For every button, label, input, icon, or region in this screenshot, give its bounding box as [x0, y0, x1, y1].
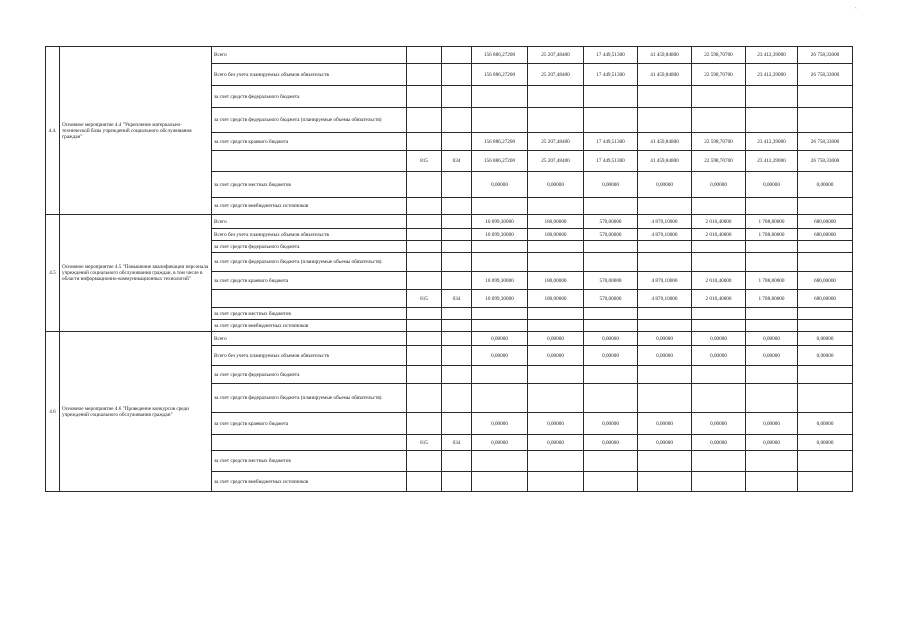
amount-total: 0,00000 [472, 435, 528, 451]
amount-year [798, 241, 853, 253]
rz-code [442, 384, 472, 413]
grbs-code [407, 451, 442, 472]
amount-year: 4 870,10000 [638, 215, 692, 229]
amount-year [528, 366, 584, 384]
grbs-code [407, 47, 442, 64]
block-index: 4.6 [46, 332, 60, 492]
amount-year: 17 449,51300 [584, 151, 638, 172]
amount-year [584, 198, 638, 215]
amount-total [472, 451, 528, 472]
amount-year [798, 108, 853, 133]
amount-total [472, 366, 528, 384]
row-label: за счет средств федерального бюджета [212, 366, 407, 384]
amount-year [692, 384, 746, 413]
row-label: за счет средств внебюджетных источников [212, 198, 407, 215]
amount-total: 156 886,27200 [472, 133, 528, 151]
rz-code [442, 346, 472, 366]
amount-total: 156 886,27200 [472, 151, 528, 172]
row-label [212, 290, 407, 308]
rz-code [442, 472, 472, 492]
amount-year: 25 207,48400 [528, 133, 584, 151]
amount-year [638, 366, 692, 384]
page-mark: ` [854, 8, 857, 15]
amount-year [638, 86, 692, 108]
amount-year [528, 108, 584, 133]
rz-code [442, 198, 472, 215]
amount-year [746, 86, 798, 108]
amount-year: 0,00000 [798, 413, 853, 435]
row-label: за счет средств местных бюджетов [212, 172, 407, 198]
amount-total [472, 384, 528, 413]
amount-year: 0,00000 [638, 413, 692, 435]
amount-year: 22 598,70700 [692, 151, 746, 172]
amount-year [746, 451, 798, 472]
rz-code [442, 215, 472, 229]
amount-year [528, 198, 584, 215]
amount-year: 680,00000 [798, 272, 853, 290]
grbs-code [407, 366, 442, 384]
rz-code [442, 108, 472, 133]
row-label [212, 151, 407, 172]
amount-year: 680,00000 [798, 229, 853, 241]
amount-year: 0,00000 [692, 413, 746, 435]
amount-year: 41 459,84800 [638, 151, 692, 172]
amount-year [528, 384, 584, 413]
amount-year: 41 459,84800 [638, 47, 692, 64]
amount-total: 0,00000 [472, 332, 528, 346]
amount-year: 17 449,51300 [584, 64, 638, 86]
grbs-code [407, 215, 442, 229]
amount-year [528, 320, 584, 332]
amount-year [692, 366, 746, 384]
amount-year [746, 108, 798, 133]
amount-total: 0,00000 [472, 172, 528, 198]
row-label: за счет средств федерального бюджета (планируемые объемы обязательств) [212, 108, 407, 133]
amount-year [638, 472, 692, 492]
amount-year: 570,00000 [584, 229, 638, 241]
amount-year [692, 320, 746, 332]
amount-year: 1 788,80000 [746, 229, 798, 241]
amount-year [584, 241, 638, 253]
amount-year: 17 449,51300 [584, 47, 638, 64]
budget-table [45, 46, 853, 492]
rz-code: 034 [442, 435, 472, 451]
grbs-code [407, 86, 442, 108]
amount-total: 0,00000 [472, 413, 528, 435]
amount-year: 2 010,40000 [692, 272, 746, 290]
amount-year [746, 241, 798, 253]
rz-code [442, 320, 472, 332]
amount-year: 23 412,39000 [746, 133, 798, 151]
row-label: за счет средств федерального бюджета [212, 86, 407, 108]
amount-year: 0,00000 [746, 435, 798, 451]
amount-year [528, 451, 584, 472]
amount-year: 4 870,10000 [638, 290, 692, 308]
amount-year [638, 320, 692, 332]
amount-year [584, 108, 638, 133]
amount-year: 0,00000 [798, 172, 853, 198]
amount-year [638, 308, 692, 320]
amount-total: 156 886,27200 [472, 64, 528, 86]
grbs-code [407, 253, 442, 272]
rz-code [442, 366, 472, 384]
rz-code [442, 308, 472, 320]
amount-year: 680,00000 [798, 290, 853, 308]
rz-code [442, 172, 472, 198]
rz-code [442, 241, 472, 253]
block-title: Основное мероприятие 4.4 "Укрепление материально-технической базы учреждений социального обслуживания граждан" [60, 47, 212, 215]
amount-year: 0,00000 [638, 172, 692, 198]
rz-code [442, 253, 472, 272]
amount-year [638, 451, 692, 472]
rz-code [442, 229, 472, 241]
amount-year: 180,00000 [528, 215, 584, 229]
amount-year [692, 241, 746, 253]
amount-year: 1 788,80000 [746, 272, 798, 290]
amount-year: 25 207,48400 [528, 151, 584, 172]
table-row [46, 47, 853, 64]
amount-year [692, 451, 746, 472]
amount-year: 180,00000 [528, 290, 584, 308]
grbs-code [407, 241, 442, 253]
amount-year: 0,00000 [692, 172, 746, 198]
amount-year [746, 253, 798, 272]
amount-year: 2 010,40000 [692, 215, 746, 229]
table-row [46, 332, 853, 346]
amount-year: 26 758,33000 [798, 151, 853, 172]
amount-year [584, 384, 638, 413]
amount-year [798, 472, 853, 492]
amount-total [472, 472, 528, 492]
amount-total [472, 198, 528, 215]
rz-code [442, 133, 472, 151]
amount-year: 17 449,51300 [584, 133, 638, 151]
amount-year [798, 384, 853, 413]
amount-year [528, 472, 584, 492]
amount-total: 156 886,27200 [472, 47, 528, 64]
row-label: за счет средств федерального бюджета [212, 241, 407, 253]
amount-year: 570,00000 [584, 215, 638, 229]
amount-total [472, 108, 528, 133]
amount-year: 23 412,39000 [746, 151, 798, 172]
amount-year [528, 86, 584, 108]
amount-year: 680,00000 [798, 215, 853, 229]
rz-code [442, 64, 472, 86]
amount-year [746, 308, 798, 320]
grbs-code [407, 108, 442, 133]
amount-year [584, 451, 638, 472]
amount-year: 0,00000 [692, 346, 746, 366]
rz-code: 034 [442, 290, 472, 308]
amount-year: 0,00000 [528, 346, 584, 366]
amount-year [584, 308, 638, 320]
amount-year: 1 788,80000 [746, 215, 798, 229]
amount-year [638, 253, 692, 272]
amount-year: 180,00000 [528, 229, 584, 241]
amount-year: 1 788,80000 [746, 290, 798, 308]
amount-year: 0,00000 [528, 172, 584, 198]
amount-year: 0,00000 [528, 435, 584, 451]
table-row [46, 215, 853, 229]
row-label: за счет средств внебюджетных источников [212, 320, 407, 332]
row-label: за счет средств федерального бюджета (планируемые объемы обязательств) [212, 253, 407, 272]
amount-year: 22 598,70700 [692, 133, 746, 151]
amount-year: 0,00000 [746, 332, 798, 346]
amount-year: 0,00000 [798, 346, 853, 366]
amount-year: 23 412,39000 [746, 64, 798, 86]
amount-year: 0,00000 [692, 435, 746, 451]
row-label: за счет средств краевого бюджета [212, 133, 407, 151]
row-label: Всего [212, 332, 407, 346]
table-body [46, 47, 853, 492]
amount-year [584, 366, 638, 384]
amount-year [746, 472, 798, 492]
amount-total [472, 253, 528, 272]
rz-code [442, 86, 472, 108]
grbs-code [407, 198, 442, 215]
amount-year [692, 86, 746, 108]
amount-total [472, 320, 528, 332]
amount-year: 4 870,10000 [638, 229, 692, 241]
amount-year [692, 308, 746, 320]
amount-year: 25 207,48400 [528, 47, 584, 64]
amount-year [692, 472, 746, 492]
amount-year [798, 198, 853, 215]
amount-year [584, 253, 638, 272]
amount-year: 2 010,40000 [692, 290, 746, 308]
grbs-code [407, 229, 442, 241]
amount-total: 0,00000 [472, 346, 528, 366]
amount-total [472, 241, 528, 253]
amount-year [746, 320, 798, 332]
amount-year: 0,00000 [746, 172, 798, 198]
amount-total [472, 86, 528, 108]
amount-year: 4 870,10000 [638, 272, 692, 290]
amount-year: 26 758,33000 [798, 47, 853, 64]
amount-year [528, 241, 584, 253]
amount-total: 10 099,30000 [472, 290, 528, 308]
amount-year: 180,00000 [528, 272, 584, 290]
grbs-code [407, 332, 442, 346]
amount-year [638, 108, 692, 133]
amount-year [746, 198, 798, 215]
amount-year: 0,00000 [746, 346, 798, 366]
amount-year: 0,00000 [638, 332, 692, 346]
amount-year: 0,00000 [746, 413, 798, 435]
amount-year [692, 253, 746, 272]
amount-year: 0,00000 [692, 332, 746, 346]
amount-year [798, 366, 853, 384]
rz-code [442, 413, 472, 435]
amount-year [528, 253, 584, 272]
amount-year [584, 472, 638, 492]
block-title: Основное мероприятие 4.5 "Повышение квалификации персонала учреждений социального обслуживания граждан, в том числе в области информационно-коммуникационных технологий" [60, 215, 212, 332]
rz-code [442, 47, 472, 64]
amount-year: 41 459,84800 [638, 64, 692, 86]
row-label [212, 435, 407, 451]
grbs-code [407, 172, 442, 198]
amount-year: 570,00000 [584, 290, 638, 308]
row-label: Всего [212, 47, 407, 64]
amount-year [692, 108, 746, 133]
row-label: за счет средств краевого бюджета [212, 413, 407, 435]
grbs-code [407, 472, 442, 492]
amount-year: 26 758,33000 [798, 64, 853, 86]
amount-year [528, 308, 584, 320]
row-label: Всего без учета планируемых объемов обязательств [212, 346, 407, 366]
amount-year [798, 308, 853, 320]
row-label: Всего без учета планируемых объемов обязательств [212, 229, 407, 241]
rz-code [442, 332, 472, 346]
amount-year [638, 384, 692, 413]
amount-year: 0,00000 [584, 332, 638, 346]
grbs-code [407, 320, 442, 332]
amount-year: 25 207,48400 [528, 64, 584, 86]
amount-year: 2 010,40000 [692, 229, 746, 241]
grbs-code [407, 346, 442, 366]
amount-year: 22 598,70700 [692, 47, 746, 64]
amount-year [638, 241, 692, 253]
amount-year: 0,00000 [638, 346, 692, 366]
amount-year: 0,00000 [584, 346, 638, 366]
amount-year: 0,00000 [638, 435, 692, 451]
amount-year [798, 86, 853, 108]
amount-year: 0,00000 [528, 413, 584, 435]
row-label: Всего [212, 215, 407, 229]
amount-year [584, 86, 638, 108]
block-index: 4.5 [46, 215, 60, 332]
amount-total: 10 099,30000 [472, 215, 528, 229]
row-label: за счет средств краевого бюджета [212, 272, 407, 290]
amount-year: 0,00000 [798, 332, 853, 346]
amount-year [692, 198, 746, 215]
amount-total: 10 099,30000 [472, 272, 528, 290]
amount-year: 23 412,39000 [746, 47, 798, 64]
grbs-code: 815 [407, 151, 442, 172]
amount-year [798, 451, 853, 472]
amount-total: 10 099,30000 [472, 229, 528, 241]
row-label: за счет средств внебюджетных источников [212, 472, 407, 492]
amount-year: 26 758,33000 [798, 133, 853, 151]
amount-year: 0,00000 [798, 435, 853, 451]
amount-year: 0,00000 [528, 332, 584, 346]
amount-year [798, 320, 853, 332]
grbs-code [407, 272, 442, 290]
amount-year [746, 366, 798, 384]
row-label: за счет средств федерального бюджета (планируемые объемы обязательств) [212, 384, 407, 413]
row-label: за счет средств местных бюджетов [212, 451, 407, 472]
rz-code: 034 [442, 151, 472, 172]
rz-code [442, 451, 472, 472]
grbs-code: 815 [407, 435, 442, 451]
amount-year [798, 253, 853, 272]
rz-code [442, 272, 472, 290]
amount-year: 0,00000 [584, 172, 638, 198]
amount-year [638, 198, 692, 215]
grbs-code [407, 133, 442, 151]
row-label: за счет средств местных бюджетов [212, 308, 407, 320]
amount-year: 570,00000 [584, 272, 638, 290]
grbs-code [407, 384, 442, 413]
grbs-code [407, 64, 442, 86]
amount-year [584, 320, 638, 332]
amount-year: 41 459,84800 [638, 133, 692, 151]
amount-year: 0,00000 [584, 435, 638, 451]
amount-year: 22 598,70700 [692, 64, 746, 86]
grbs-code: 815 [407, 290, 442, 308]
amount-total [472, 308, 528, 320]
row-label: Всего без учета планируемых объемов обязательств [212, 64, 407, 86]
block-title: Основное мероприятие 4.6 "Проведение конкурсов среди учреждений социального обслуживания граждан" [60, 332, 212, 492]
grbs-code [407, 413, 442, 435]
amount-year: 0,00000 [584, 413, 638, 435]
grbs-code [407, 308, 442, 320]
amount-year [746, 384, 798, 413]
block-index: 4.4. [46, 47, 60, 215]
